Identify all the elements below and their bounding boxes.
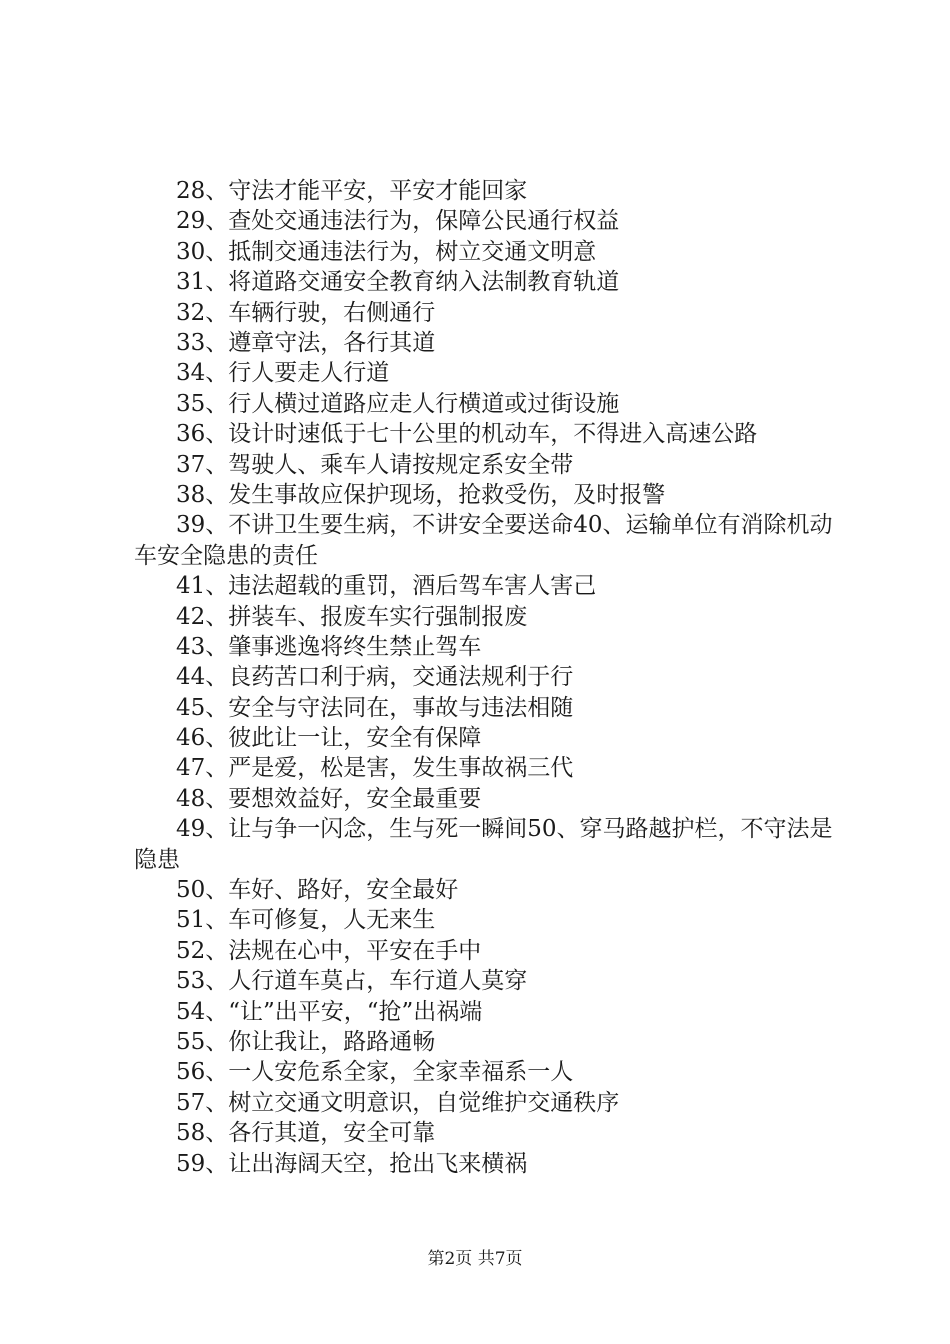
- slogan-line: 29、查处交通违法行为，保障公民通行权益: [176, 208, 620, 235]
- slogan-line: 50、车好、路好，安全最好: [176, 877, 459, 904]
- slogan-line: 56、一人安危系全家，全家幸福系一人: [176, 1059, 574, 1086]
- slogan-line: 53、人行道车莫占，车行道人莫穿: [176, 968, 528, 995]
- slogan-line: 57、树立交通文明意识，自觉维护交通秩序: [176, 1089, 620, 1116]
- slogan-line: 37、驾驶人、乘车人请按规定系安全带: [176, 451, 574, 478]
- slogan-line: 41、违法超载的重罚，酒后驾车害人害己: [176, 573, 597, 600]
- page-footer: 第2页 共7页: [427, 1249, 523, 1269]
- slogan-line: 34、行人要走人行道: [176, 360, 390, 387]
- slogan-line: 51、车可修复，人无来生: [176, 907, 436, 934]
- slogan-line: 46、彼此让一让，安全有保障: [176, 725, 482, 752]
- slogan-list: [134, 176, 834, 1179]
- slogan-line: 38、发生事故应保护现场，抢救受伤，及时报警: [176, 481, 666, 508]
- slogan-line: 35、行人横过道路应走人行横道或过街设施: [176, 390, 620, 417]
- slogan-line: 33、遵章守法，各行其道: [176, 329, 436, 356]
- slogan-line: 55、你让我让，路路通畅: [176, 1029, 436, 1055]
- slogan-line: 47、严是爱，松是害，发生事故祸三代: [176, 755, 574, 782]
- slogan-line: 49、让与争一闪念，生与死一瞬间50、穿马路越护栏，不守法是隐患: [134, 816, 833, 873]
- slogan-line: 32、车辆行驶，右侧通行: [176, 299, 436, 326]
- slogan-line: 48、要想效益好，安全最重要: [176, 785, 482, 812]
- slogan-line: 28、守法才能平安，平安才能回家: [176, 178, 528, 204]
- slogan-line: 54、“让”出平安，“抢”出祸端: [176, 998, 483, 1025]
- slogan-line: 45、安全与守法同在，事故与违法相随: [176, 694, 574, 721]
- slogan-line: 42、拼装车、报废车实行强制报废: [176, 603, 528, 630]
- slogan-line: 43、肇事逃逸将终生禁止驾车: [176, 633, 482, 660]
- slogan-line: 31、将道路交通安全教育纳入法制教育轨道: [176, 269, 620, 296]
- slogan-line: 36、设计时速低于七十公里的机动车，不得进入高速公路: [176, 421, 758, 448]
- slogan-line: 44、良药苦口利于病，交通法规利于行: [176, 664, 574, 691]
- slogan-line: 39、不讲卫生要生病，不讲安全要送命40、运输单位有消除机动车安全隐患的责任: [134, 512, 833, 569]
- slogan-line: 52、法规在心中，平安在手中: [176, 937, 482, 964]
- slogan-line: 30、抵制交通违法行为，树立交通文明意: [176, 238, 597, 265]
- slogan-line: 58、各行其道，安全可靠: [176, 1120, 436, 1147]
- slogan-line: 59、让出海阔天空，抢出飞来横祸: [176, 1150, 528, 1177]
